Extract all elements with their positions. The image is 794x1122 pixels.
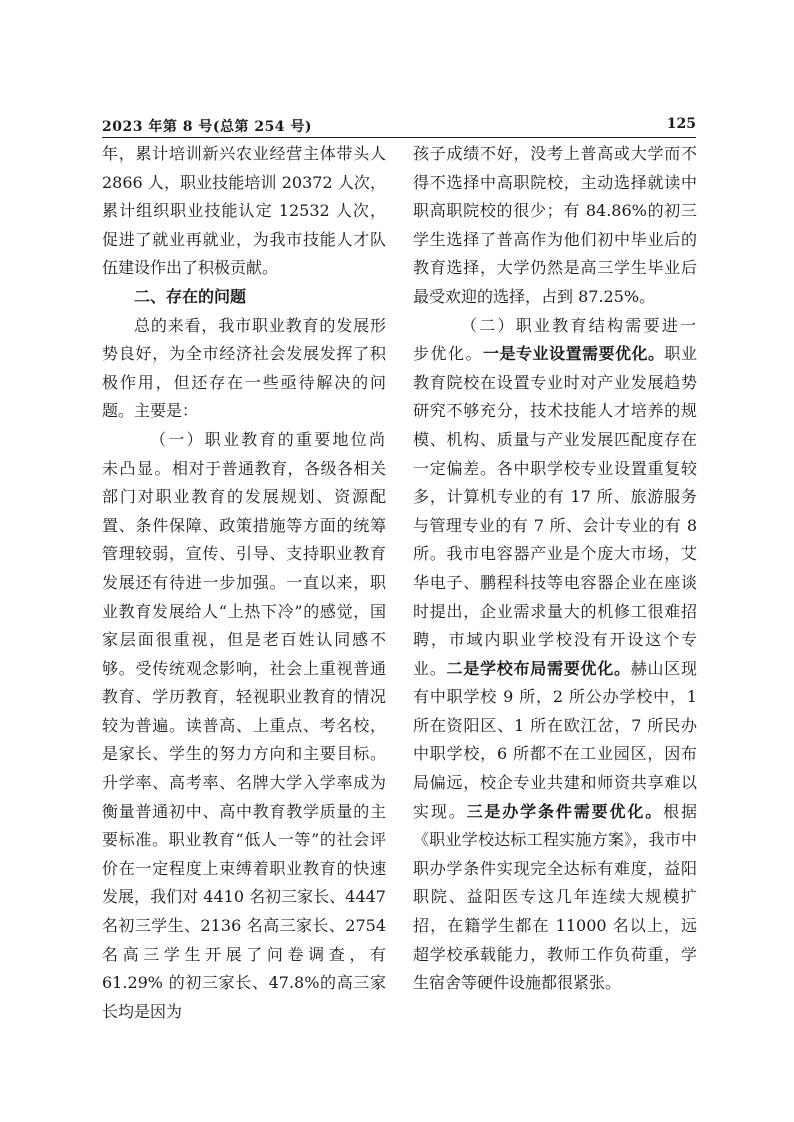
page-header <box>102 116 696 136</box>
point-2-heading: 二是学校布局需要优化。 <box>446 658 631 678</box>
point-1-heading: 一是专业设置需要优化。 <box>483 344 665 364</box>
paragraph-overview: 总的来看，我市职业教育的发展形势良好，为全市经济社会发展发挥了积极作用，但还存在一些亟待解决的问题。主要是： <box>102 315 386 421</box>
paragraph-subsection-2 <box>413 312 697 998</box>
header-rule <box>102 137 696 138</box>
paragraph-continuation: 年，累计培训新兴农业经营主体带头人 2866 人，职业技能培训 20372 人次，累计组织职业技能认定 12532 人次，促进了就业再就业，为我市技能人才队伍建设作出了积极贡献。 <box>102 144 386 278</box>
section-heading-text: 二、存在的问题 <box>134 286 247 306</box>
page-number: 125 <box>666 116 696 132</box>
point-1-text: 职业教育院校在设置专业时对产业发展趋势研究不够充分，技术技能人才培养的规模、机构、质量与产业发展匹配度存在一定偏差。各中职学校专业设置重复较多，计算机专业的有 17 所、旅游服务与管理专业的有 7 所、会计专业的有 8 所。我市电容器产业是个庞大市场，艾华电子、鹏程科技等电容器企业在座谈时提出，企业需求量大的机修工很难招聘，市域内职业学校没有开设这个专业。 <box>413 344 697 678</box>
left-column <box>102 140 386 1026</box>
section-heading <box>102 283 386 312</box>
point-3-text: 根据《职业学校达标工程实施方案》，我市中职办学条件实现完全达标有难度，益阳职院、益阳医专这几年连续大规模扩招，在籍学生都在 11000 名以上，远超学校承载能力，教师工作负荷重，学生宿舍等硬件设施都很紧张。 <box>413 801 697 993</box>
right-column <box>413 140 697 998</box>
paragraph-subsection-1 <box>102 426 386 1026</box>
point-2-text: 赫山区现有中职学校 9 所，2 所公办学校中，1 所在资阳区、1 所在欧江岔，7 所民办中职学校，6 所都不在工业园区，因布局偏远，校企专业共建和师资共享难以实现。 <box>413 658 697 821</box>
subsection-2-heading: （二）职业教育结构需要进一步优化。 <box>413 315 697 364</box>
subsection-1-text: 相对于普通教育，各级各相关部门对职业教育的发展规划、资源配置、条件保障、政策措施等方面的统筹管理较弱，宣传、引导、支持职业教育发展还有待进一步加强。一直以来，职业教育发展给人“上热下冷”的感觉，国家层面很重视，但是老百姓认同感不够。受传统观念影响，社会上重视普通教育、学历教育，轻视职业教育的情况较为普遍。读普高、上重点、考名校，是家长、学生的努力方向和主要目标。升学率、高考率、名牌大学入学率成为衡量普通初中、高中教育教学质量的主要标准。职业教育“低人一等”的社会评价在一定程度上束缚着职业教育的快速发展，我们对 4410 名初三家长、4447 名初三学生、2136 名高三家长、2754 名高三学生开展了问卷调查，有 61.29% 的初三家长、47.8%的高三家长均是因为 <box>102 458 386 1021</box>
subsection-1-heading: （一）职业教育的重要地位尚未凸显。 <box>102 429 386 478</box>
paragraph-continuation-right: 孩子成绩不好，没考上普高或大学而不得不选择中高职院校，主动选择就读中职高职院校的很少；有 84.86%的初三学生选择了普高作为他们初中毕业后的教育选择，大学仍然是高三学生毕业后最受欢迎的选择，占到 87.25%。 <box>413 144 697 306</box>
issue-label: 2023 年第 8 号(总第 254 号) <box>102 119 313 135</box>
point-3-heading: 三是办学条件需要优化。 <box>466 801 664 821</box>
